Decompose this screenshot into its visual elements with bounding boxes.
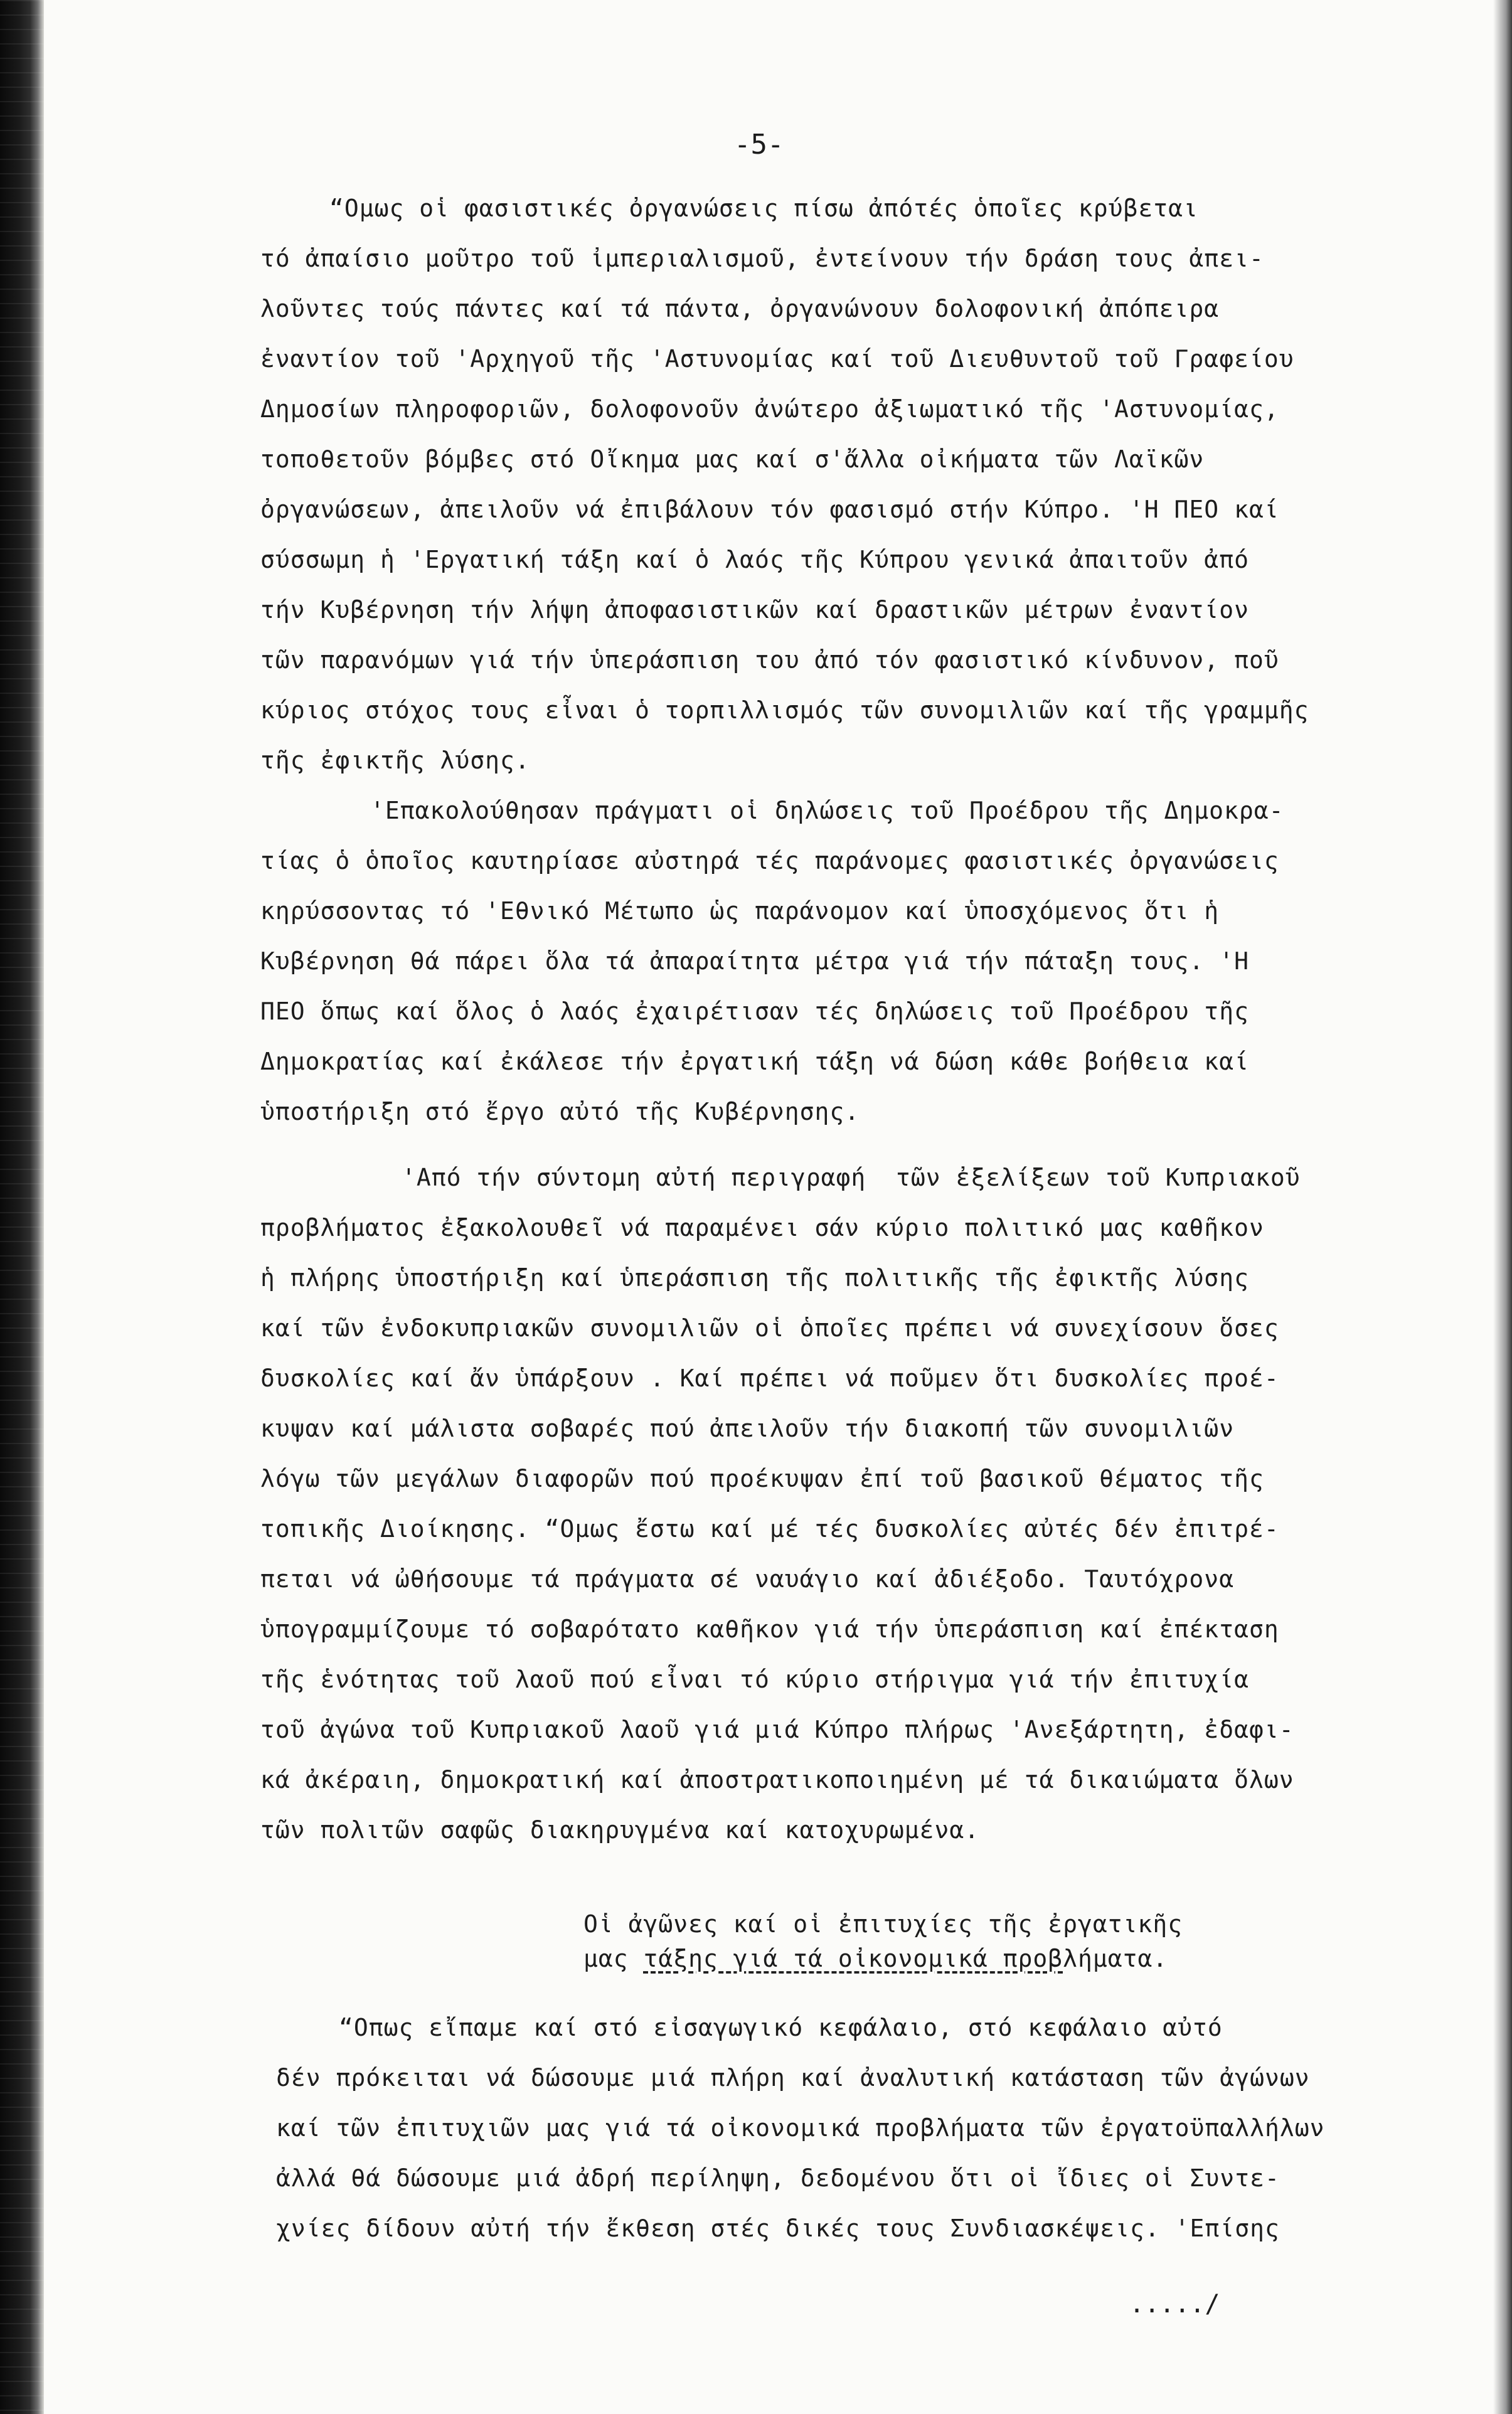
section-heading-line-2 [583, 1945, 1168, 1972]
paragraph-2-line-3: κηρύσσοντας τό 'Εθνικό Μέτωπο ὡς παράνομον καί ὑποσχόμενος ὅτι ἡ [260, 897, 1220, 925]
final-paragraph-line-2: δέν πρόκειται νά δώσουμε μιά πλήρη καί ἀναλυτική κατάσταση τῶν ἀγώνων [276, 2064, 1310, 2092]
paragraph-3-line-1: 'Από τήν σύντομη αὐτή περιγραφή τῶν ἐξελίξεων τοῦ Κυπριακοῦ [402, 1164, 1301, 1191]
paragraph-1-line-11: κύριος στόχος τους εἶναι ὁ τορπιλλισμός τῶν συνομιλιῶν καί τῆς γραμμῆς [260, 696, 1309, 724]
right-page-edge [1493, 0, 1512, 2414]
paragraph-1-line-10: τῶν παρανόμων γιά τήν ὑπεράσπιση του ἀπό τόν φασιστικό κίνδυνον, ποῦ [260, 646, 1279, 674]
heading-underlined: τάξης γιά τά οἰκονομικά προβ [643, 1945, 1063, 1972]
paragraph-3-line-5: δυσκολίες καί ἄν ὑπάρξουν . Καί πρέπει νά ποῦμεν ὅτι δυσκολίες προέ- [260, 1364, 1279, 1392]
paragraph-3-line-14: τῶν πολιτῶν σαφῶς διακηρυγμένα καί κατοχυρωμένα. [260, 1816, 980, 1844]
final-paragraph-line-3: καί τῶν ἐπιτυχιῶν μας γιά τά οἰκονομικά προβλήματα τῶν ἐργατοϋπαλλήλων [276, 2114, 1325, 2142]
paragraph-3-line-3: ἡ πλήρης ὑποστήριξη καί ὑπεράσπιση τῆς πολιτικῆς τῆς ἐφικτῆς λύσης [260, 1264, 1249, 1292]
paragraph-1-line-6: τοποθετοῦν βόμβες στό Οἴκημα μας καί σ'ἄλλα οἰκήματα τῶν Λαϊκῶν [260, 445, 1205, 473]
paragraph-3-line-2: προβλήματος ἐξακολουθεῖ νά παραμένει σάν κύριο πολιτικό μας καθῆκον [260, 1214, 1264, 1242]
paragraph-1-line-7: ὀργανώσεων, ἀπειλοῦν νά ἐπιβάλουν τόν φασισμό στήν Κύπρο. 'Η ΠΕΟ καί [260, 496, 1279, 523]
paragraph-1-line-3: λοῦντες τούς πάντες καί τά πάντα, ὀργανώνουν δολοφονική ἀπόπειρα [260, 295, 1220, 322]
paragraph-3-line-13: κά ἀκέραιη, δημοκρατική καί ἀποστρατικοποιημένη μέ τά δικαιώματα ὅλων [260, 1766, 1294, 1794]
paragraph-1-line-9: τήν Κυβέρνηση τήν λήψη ἀποφασιστικῶν καί δραστικῶν μέτρων ἐναντίον [260, 596, 1249, 624]
paragraph-3-line-8: τοπικῆς Διοίκησης. “Ομως ἔστω καί μέ τές δυσκολίες αὐτές δέν ἐπιτρέ- [260, 1515, 1279, 1543]
page-number: -5- [734, 129, 784, 161]
paragraph-1-line-5: Δημοσίων πληροφοριῶν, δολοφονοῦν ἀνώτερο ἀξιωματικό τῆς 'Αστυνομίας, [260, 395, 1279, 423]
final-paragraph-line-5: χνίες δίδουν αὐτή τήν ἔκθεση στές δικές τους Συνδιασκέψεις. 'Επίσης [276, 2215, 1280, 2242]
paragraph-3-line-4: καί τῶν ἐνδοκυπριακῶν συνομιλιῶν οἱ ὁποῖες πρέπει νά συνεχίσουν ὅσες [260, 1314, 1279, 1342]
paragraph-3-line-11: τῆς ἑνότητας τοῦ λαοῦ πού εἶναι τό κύριο στήριγμα γιά τήν ἐπιτυχία [260, 1666, 1249, 1693]
paragraph-1-line-2: τό ἀπαίσιο μοῦτρο τοῦ ἰμπεριαλισμοῦ, ἐντείνουν τήν δράση τους ἀπει- [260, 245, 1264, 272]
paragraph-1-line-4: ἐναντίον τοῦ 'Αρχηγοῦ τῆς 'Αστυνομίας καί τοῦ Διευθυντοῦ τοῦ Γραφείου [260, 345, 1294, 373]
paragraph-3-line-10: ὑπογραμμίζουμε τό σοβαρότατο καθῆκον γιά τήν ὑπεράσπιση καί ἐπέκταση [260, 1615, 1279, 1643]
continuation-mark: ...../ [1129, 2290, 1220, 2319]
paragraph-2-line-1: 'Επακολούθησαν πράγματι οἱ δηλώσεις τοῦ Προέδρου τῆς Δημοκρα- [370, 797, 1284, 824]
final-paragraph-line-4: ἀλλά θά δώσουμε μιά ἀδρή περίληψη, δεδομένου ὅτι οἱ ἴδιες οἱ Συντε- [276, 2164, 1280, 2192]
paragraph-1-line-8: σύσσωμη ἡ 'Εργατική τάξη καί ὁ λαός τῆς Κύπρου γενικά ἀπαιτοῦν ἀπό [260, 546, 1249, 573]
paragraph-2-line-6: Δημοκρατίας καί ἐκάλεσε τήν ἐργατική τάξη νά δώση κάθε βοήθεια καί [260, 1048, 1249, 1075]
paragraph-2-line-7: ὑποστήριξη στό ἔργο αὐτό τῆς Κυβέρνησης. [260, 1098, 860, 1125]
section-heading-line-1: Οἱ ἀγῶνες καί οἱ ἐπιτυχίες τῆς ἐργατικῆς [583, 1910, 1183, 1938]
paragraph-2-line-4: Κυβέρνηση θά πάρει ὅλα τά ἀπαραίτητα μέτρα γιά τήν πάταξη τους. 'Η [260, 947, 1249, 975]
heading-suffix: λήματα. [1063, 1945, 1168, 1972]
paragraph-3-line-7: λόγω τῶν μεγάλων διαφορῶν πού προέκυψαν ἐπί τοῦ βασικοῦ θέματος τῆς [260, 1465, 1264, 1492]
heading-prefix: μας [583, 1945, 644, 1972]
paragraph-3-line-9: πεται νά ὠθήσουμε τά πράγματα σέ ναυάγιο καί ἀδιέξοδο. Ταυτόχρονα [260, 1565, 1235, 1593]
paragraph-1-line-1: “Ομως οἱ φασιστικές ὀργανώσεις πίσω ἀπότές ὁποῖες κρύβεται [329, 194, 1198, 222]
binding-texture [0, 0, 50, 2414]
paragraph-1-line-12: τῆς ἐφικτῆς λύσης. [260, 747, 530, 774]
final-paragraph-line-1: “Οπως εἴπαμε καί στό εἰσαγωγικό κεφάλαιο, στό κεφάλαιο αὐτό [339, 2014, 1223, 2041]
paragraph-2-line-2: τίας ὁ ὁποῖος καυτηρίασε αὐστηρά τές παράνομες φασιστικές ὀργανώσεις [260, 847, 1279, 875]
paragraph-3-line-12: τοῦ ἀγώνα τοῦ Κυπριακοῦ λαοῦ γιά μιά Κύπρο πλήρως 'Ανεξάρτητη, ἐδαφι- [260, 1716, 1294, 1743]
paragraph-3-line-6: κυψαν καί μάλιστα σοβαρές πού ἀπειλοῦν τήν διακοπή τῶν συνομιλιῶν [260, 1415, 1235, 1442]
paragraph-2-line-5: ΠΕΟ ὅπως καί ὅλος ὁ λαός ἐχαιρέτισαν τές δηλώσεις τοῦ Προέδρου τῆς [260, 997, 1249, 1025]
